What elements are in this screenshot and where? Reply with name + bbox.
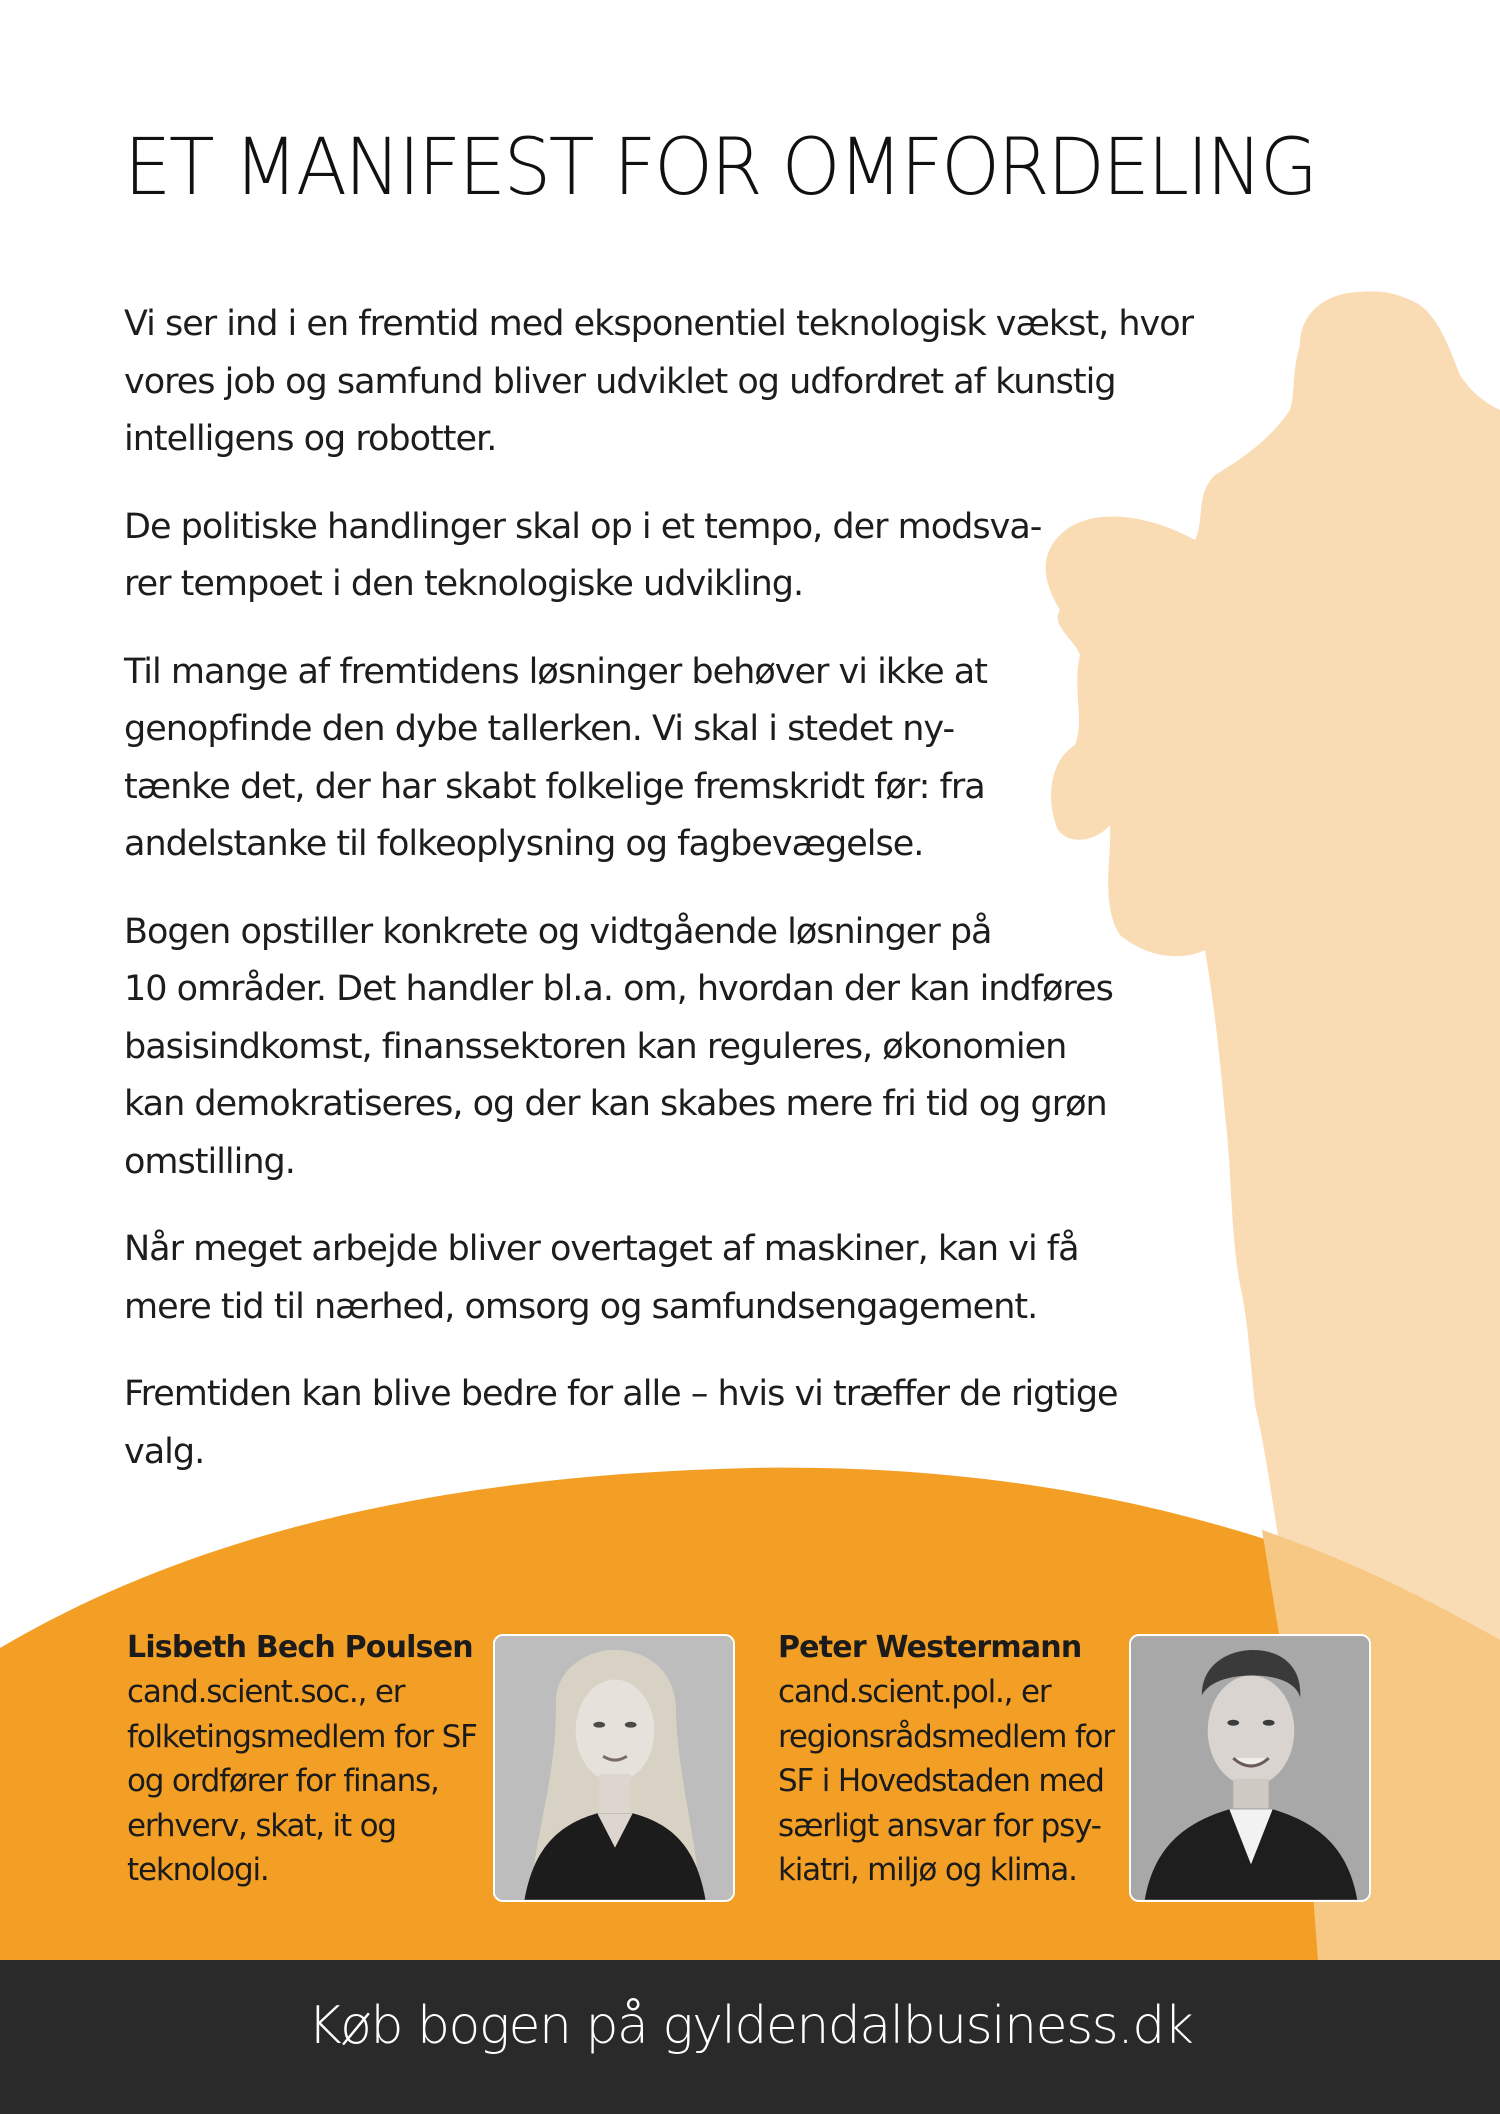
author-photo-peter <box>1129 1634 1371 1902</box>
text-line: Fremtiden kan blive bedre for alle – hvis vi træffer de rigtige <box>124 1374 1118 1414</box>
author-lisbeth-bech-poulsen <box>127 1626 477 1893</box>
body-text <box>124 296 1194 1511</box>
text-line: andelstanke til folkeoplysning og fagbevægelse. <box>124 824 924 864</box>
author-bio-line: erhverv, skat, it og <box>127 1807 396 1844</box>
author-bio-line: regionsrådsmedlem for <box>778 1718 1114 1755</box>
author-bio-line: særligt ansvar for psy- <box>778 1807 1101 1844</box>
author-bio-line: teknologi. <box>127 1852 269 1888</box>
author-peter-westermann <box>778 1626 1114 1893</box>
footer-bar <box>0 1960 1500 2114</box>
author-bio-line: og ordfører for finans, <box>127 1763 439 1799</box>
text-line: basisindkomst, finanssektoren kan reguleres, økonomien <box>124 1026 1067 1067</box>
text-line: 10 områder. Det handler bl.a. om, hvordan der kan indføres <box>124 969 1113 1009</box>
text-line: intelligens og robotter. <box>124 419 497 459</box>
author-photo-lisbeth <box>493 1634 735 1902</box>
text-line: tænke det, der har skabt folkelige fremskridt før: fra <box>124 766 985 807</box>
text-line: Bogen opstiller konkrete og vidtgående løsninger på <box>124 911 992 952</box>
page-title: ET MANIFEST FOR OMFORDELING <box>124 123 1316 213</box>
paragraph <box>124 499 1144 614</box>
text-line: genopfinde den dybe tallerken. Vi skal i stedet ny- <box>124 709 955 749</box>
paragraph <box>124 1366 1144 1481</box>
author-bio-line: kiatri, miljø og klima. <box>778 1852 1077 1888</box>
paragraph <box>124 644 1144 874</box>
text-line: De politiske handlinger skal op i et tempo, der modsva- <box>124 506 1042 547</box>
paragraph <box>124 296 1194 469</box>
text-line: Når meget arbejde bliver overtaget af maskiner, kan vi få <box>124 1229 1079 1269</box>
text-line: Til mange af fremtidens løsninger behøver vi ikke at <box>124 651 987 692</box>
author-bio-line: SF i Hovedstaden med <box>778 1763 1104 1799</box>
text-line: omstilling. <box>124 1141 295 1182</box>
text-line: rer tempoet i den teknologiske udvikling. <box>124 564 804 604</box>
text-line: Vi ser ind i en fremtid med eksponentiel teknologisk vækst, hvor <box>124 304 1194 344</box>
footer-purchase-link[interactable]: Køb bogen på gyldendalbusiness.dk <box>307 1996 1193 2056</box>
author-bio-line: cand.scient.pol., er <box>778 1674 1051 1710</box>
text-line: vores job og samfund bliver udviklet og udfordret af kunstig <box>124 361 1116 402</box>
author-name: Peter Westermann <box>778 1630 1082 1665</box>
paragraph <box>124 1221 1144 1336</box>
text-line: valg. <box>124 1431 205 1472</box>
author-bio-line: folketingsmedlem for SF <box>127 1718 477 1755</box>
author-name: Lisbeth Bech Poulsen <box>127 1630 473 1665</box>
paragraph <box>124 904 1144 1192</box>
author-bio-line: cand.scient.soc., er <box>127 1674 405 1710</box>
text-line: kan demokratiseres, og der kan skabes mere fri tid og grøn <box>124 1084 1107 1124</box>
text-line: mere tid til nærhed, omsorg og samfundsengagement. <box>124 1286 1038 1327</box>
